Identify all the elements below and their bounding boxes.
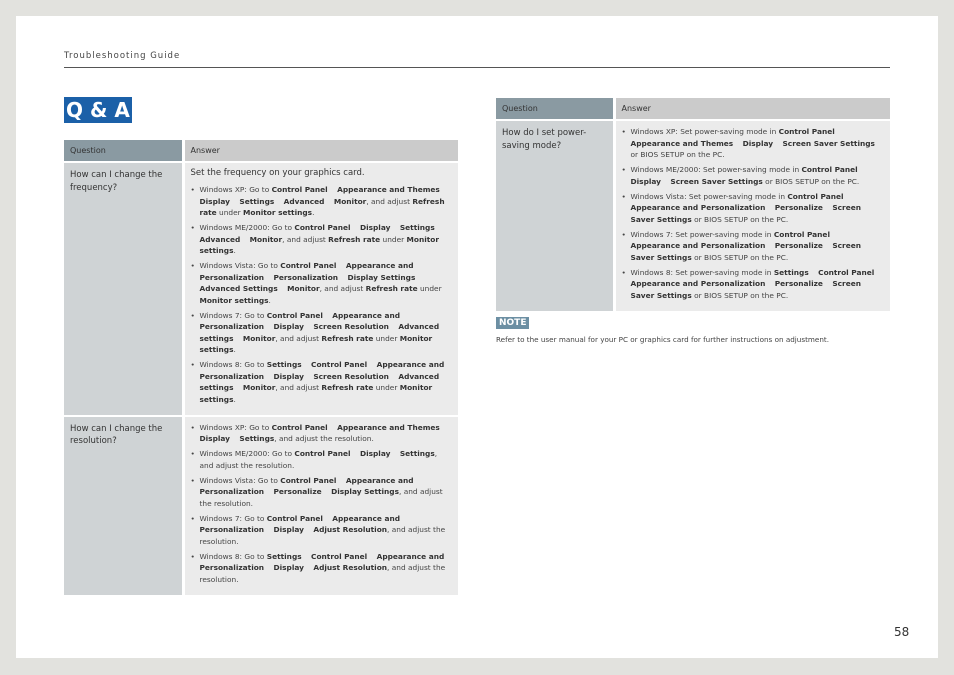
- menu-path-term: Monitor settings: [199, 333, 435, 354]
- step-text: , and adjust: [275, 383, 322, 392]
- step-text: Windows Vista: Set power-saving mode in: [630, 191, 788, 201]
- menu-path-term: Display: [630, 176, 661, 186]
- answer-cell: [183, 162, 458, 416]
- step-text: [435, 223, 444, 232]
- menu-path-term: Settings: [773, 267, 809, 277]
- list-item: [191, 310, 453, 356]
- header-title: Troubleshooting Guide: [64, 51, 181, 61]
- menu-path-term: Display: [359, 223, 391, 232]
- bullet-icon: •: [190, 310, 195, 320]
- menu-path-term: Control Panel: [271, 422, 328, 432]
- step-text: Windows XP: Go to: [199, 185, 272, 194]
- step-text: under: [417, 284, 444, 293]
- menu-path-term: Appearance and Personalization: [630, 279, 766, 288]
- step-text: [304, 372, 313, 381]
- list-item: [191, 222, 453, 257]
- step-text: [823, 279, 832, 288]
- menu-path-term: Control Panel: [773, 229, 830, 239]
- menu-path-term: Personalize: [273, 487, 322, 496]
- question-column-header: Question: [496, 98, 614, 120]
- step-text: Windows XP: Set power-saving mode in: [630, 127, 779, 136]
- menu-path-term: Advanced: [199, 234, 241, 244]
- menu-path-term: Control Panel: [271, 185, 328, 194]
- menu-path-term: Settings: [239, 196, 275, 206]
- step-text: , and adjust: [275, 333, 322, 343]
- step-text: .: [233, 394, 236, 404]
- page-number: 58: [894, 625, 910, 639]
- step-text: Windows Vista: Go to: [199, 261, 281, 270]
- list-item: [622, 126, 885, 161]
- question-cell: How do I set power-saving mode?: [496, 120, 614, 311]
- answer-steps-list: [622, 126, 885, 301]
- answer-steps-list: [191, 184, 453, 405]
- step-text: [302, 552, 311, 561]
- step-text: [351, 223, 360, 232]
- step-text: [351, 449, 360, 458]
- manual-page: [16, 16, 938, 658]
- menu-path-term: Settings: [239, 434, 275, 443]
- step-text: [765, 203, 774, 212]
- step-text: [733, 139, 742, 148]
- step-text: Windows XP: Go to: [199, 422, 272, 432]
- step-text: [274, 197, 283, 206]
- menu-path-term: Adjust Resolution: [313, 525, 388, 534]
- step-text: , and adjust the resolution.: [199, 487, 446, 508]
- step-text: under: [373, 333, 400, 343]
- step-text: [809, 268, 818, 277]
- step-text: , and adjust the resolution.: [199, 449, 440, 470]
- step-text: [844, 192, 853, 201]
- step-text: [240, 235, 249, 244]
- menu-path-term: Refresh rate: [365, 284, 418, 293]
- table-header-row: [496, 98, 890, 120]
- menu-path-term: Screen Saver Settings: [630, 203, 864, 224]
- header-divider: [64, 67, 890, 68]
- question-cell: How can I change the frequency?: [64, 162, 183, 416]
- step-text: [823, 203, 832, 212]
- step-text: [765, 241, 774, 250]
- bullet-icon: •: [621, 191, 626, 201]
- menu-path-term: Appearance and Personalization: [199, 360, 447, 381]
- list-item: [191, 422, 453, 445]
- step-text: [304, 322, 313, 331]
- menu-path-term: Appearance and Personalization: [199, 310, 403, 331]
- menu-path-term: Control Panel: [311, 551, 368, 561]
- step-text: [823, 241, 832, 250]
- step-text: .: [268, 295, 271, 305]
- qa-title: Q & A: [66, 98, 130, 122]
- list-item: [191, 260, 453, 306]
- step-text: or BIOS SETUP on the PC.: [691, 290, 789, 300]
- step-text: [328, 185, 337, 194]
- menu-path-term: Appearance and Personalization: [630, 241, 766, 250]
- step-text: Windows 7: Go to: [199, 310, 267, 320]
- step-text: [230, 197, 239, 206]
- menu-path-term: Monitor: [242, 383, 276, 392]
- list-item: [191, 184, 453, 219]
- menu-path-term: Control Panel: [778, 127, 835, 136]
- menu-path-term: Display Settings: [347, 272, 416, 282]
- step-text: [661, 177, 670, 186]
- step-text: [322, 487, 331, 496]
- table-header-row: [64, 140, 458, 162]
- step-text: [390, 449, 399, 458]
- bullet-icon: •: [190, 360, 195, 369]
- step-text: [367, 360, 376, 369]
- list-item: [191, 359, 453, 405]
- step-text: Windows 7: Go to: [199, 513, 267, 523]
- menu-path-term: Personalize: [774, 241, 823, 250]
- step-text: [415, 273, 424, 282]
- note-badge: NOTE: [496, 317, 529, 329]
- menu-path-term: Display Settings: [331, 487, 399, 496]
- step-text: , and adjust the resolution.: [199, 563, 448, 584]
- menu-path-term: Settings: [399, 449, 435, 458]
- menu-path-term: Appearance and Personalization: [199, 551, 447, 572]
- bullet-icon: •: [190, 422, 195, 432]
- list-item: [622, 267, 885, 302]
- step-text: Windows ME/2000: Set power-saving mode in: [630, 165, 802, 174]
- menu-path-term: Control Panel: [294, 223, 351, 232]
- table-row: [64, 416, 458, 595]
- step-text: .: [312, 208, 315, 217]
- step-text: , and adjust: [282, 234, 329, 244]
- menu-path-term: Control Panel: [280, 475, 337, 485]
- step-text: Windows 7: Set power-saving mode in: [630, 229, 774, 239]
- menu-path-term: Control Panel: [787, 191, 844, 201]
- table-row: [496, 120, 890, 311]
- bullet-icon: •: [621, 229, 626, 239]
- step-text: Windows ME/2000: Go to: [199, 449, 295, 458]
- menu-path-term: Monitor settings: [243, 208, 313, 217]
- list-item: [622, 229, 885, 264]
- step-text: Windows 8: Go to: [199, 360, 267, 369]
- bullet-icon: •: [621, 165, 626, 174]
- note-text: Refer to the user manual for your PC or graphics card for further instructions on adjustment.: [496, 335, 829, 344]
- step-text: Windows 8: Go to: [199, 551, 267, 561]
- menu-path-term: Personalization: [273, 272, 339, 282]
- step-text: , and adjust the resolution.: [199, 525, 448, 546]
- step-text: [390, 223, 399, 232]
- menu-path-term: Advanced: [283, 196, 325, 206]
- step-text: [323, 311, 332, 320]
- menu-path-term: Control Panel: [280, 261, 337, 270]
- menu-path-term: Refresh rate: [321, 333, 374, 343]
- menu-path-term: Refresh rate: [321, 383, 374, 392]
- menu-path-term: Refresh rate: [199, 196, 448, 217]
- menu-path-term: Advanced settings: [199, 371, 442, 392]
- step-text: or BIOS SETUP on the PC.: [691, 252, 789, 262]
- menu-path-term: Control Panel: [801, 165, 858, 174]
- menu-path-term: Monitor: [249, 234, 283, 244]
- step-text: [874, 268, 883, 277]
- menu-path-term: Control Panel: [818, 267, 875, 277]
- menu-path-term: Screen Resolution: [313, 322, 389, 331]
- menu-path-term: Appearance and Themes: [337, 185, 440, 194]
- bullet-icon: •: [190, 475, 195, 485]
- step-text: under: [216, 208, 244, 217]
- step-text: [765, 279, 774, 288]
- menu-path-term: Screen Saver Settings: [670, 176, 763, 186]
- menu-path-term: Appearance and Personalization: [199, 475, 417, 496]
- step-text: Windows ME/2000: Go to: [199, 223, 295, 232]
- step-text: [389, 372, 398, 381]
- right-qa-table: [496, 98, 890, 311]
- menu-path-term: Screen Saver Settings: [630, 241, 864, 262]
- menu-path-term: Display: [273, 525, 304, 534]
- list-item: [622, 191, 885, 226]
- menu-path-term: Appearance and Personalization: [199, 261, 417, 282]
- step-text: under: [380, 234, 407, 244]
- menu-path-term: Display: [199, 434, 230, 443]
- menu-path-term: Advanced Settings: [199, 284, 278, 293]
- menu-path-term: Advanced settings: [199, 322, 442, 343]
- step-text: or BIOS SETUP on the PC.: [630, 138, 878, 159]
- step-text: [304, 525, 313, 534]
- step-text: [336, 476, 345, 485]
- menu-path-term: Control Panel: [311, 360, 368, 369]
- menu-path-term: Monitor: [287, 284, 320, 293]
- step-text: [328, 423, 337, 432]
- step-text: [336, 261, 345, 270]
- bullet-icon: •: [190, 513, 195, 523]
- step-text: [233, 383, 242, 392]
- menu-path-term: Personalize: [774, 203, 823, 212]
- step-text: [230, 434, 239, 443]
- menu-path-term: Appearance and Personalization: [630, 203, 766, 212]
- step-text: [440, 423, 449, 432]
- step-text: [367, 552, 376, 561]
- step-text: [302, 360, 311, 369]
- menu-path-term: Control Panel: [266, 513, 323, 523]
- step-text: [389, 322, 398, 331]
- menu-path-term: Screen Saver Settings: [782, 138, 875, 148]
- step-text: [324, 197, 333, 206]
- menu-path-term: Settings: [266, 551, 302, 561]
- answer-column-header: Answer: [183, 140, 458, 162]
- question-column-header: Question: [64, 140, 183, 162]
- table-row: [64, 162, 458, 416]
- step-text: , and adjust: [319, 284, 366, 293]
- answer-column-header: Answer: [614, 98, 890, 120]
- bullet-icon: •: [621, 267, 626, 277]
- list-item: [191, 448, 453, 471]
- list-item: [622, 164, 885, 187]
- menu-path-term: Refresh rate: [328, 234, 381, 244]
- bullet-icon: •: [190, 223, 195, 232]
- bullet-icon: •: [190, 449, 195, 458]
- menu-path-term: Settings: [266, 360, 302, 369]
- step-text: , and adjust the resolution.: [274, 434, 374, 443]
- menu-path-term: Monitor settings: [199, 234, 442, 255]
- menu-path-term: Appearance and Themes: [337, 422, 440, 432]
- step-text: or BIOS SETUP on the PC.: [691, 214, 789, 224]
- menu-path-term: Display: [273, 322, 304, 331]
- step-text: or BIOS SETUP on the PC.: [762, 176, 860, 186]
- answer-intro: Set the frequency on your graphics card.: [190, 168, 365, 178]
- menu-path-term: Display: [199, 196, 230, 206]
- menu-path-term: Appearance and Themes: [630, 138, 734, 148]
- step-text: [278, 284, 287, 293]
- list-item: [191, 551, 453, 586]
- menu-path-term: Display: [273, 563, 304, 572]
- menu-path-term: Control Panel: [294, 449, 351, 458]
- menu-path-term: Display: [742, 138, 774, 148]
- left-qa-table: [64, 140, 458, 595]
- step-text: .: [233, 345, 236, 354]
- step-text: [858, 165, 867, 174]
- menu-path-term: Adjust Resolution: [313, 563, 388, 572]
- step-text: .: [233, 246, 236, 255]
- step-text: [835, 127, 844, 136]
- menu-path-term: Monitor settings: [199, 295, 269, 305]
- bullet-icon: •: [190, 551, 195, 561]
- step-text: Windows 8: Set power-saving mode in: [630, 267, 774, 277]
- question-cell: How can I change the resolution?: [64, 416, 183, 595]
- step-text: , and adjust: [366, 196, 413, 206]
- answer-steps-list: [191, 422, 453, 586]
- step-text: [440, 185, 449, 194]
- menu-path-term: Monitor settings: [199, 383, 435, 404]
- menu-path-term: Settings: [399, 223, 435, 232]
- menu-path-term: Screen Resolution: [313, 371, 389, 381]
- menu-path-term: Monitor: [242, 333, 276, 343]
- list-item: [191, 513, 453, 548]
- list-item: [191, 475, 453, 510]
- menu-path-term: Appearance and Personalization: [199, 513, 403, 534]
- menu-path-term: Personalize: [774, 279, 823, 288]
- menu-path-term: Screen Saver Settings: [630, 279, 864, 300]
- step-text: [830, 230, 839, 239]
- menu-path-term: Display: [273, 371, 304, 381]
- step-text: [233, 334, 242, 343]
- menu-path-term: Control Panel: [266, 310, 323, 320]
- answer-cell: [614, 120, 890, 311]
- bullet-icon: •: [190, 185, 195, 194]
- step-text: [304, 563, 313, 572]
- step-text: [323, 514, 332, 523]
- bullet-icon: •: [190, 261, 195, 270]
- step-text: under: [373, 383, 400, 392]
- menu-path-term: Display: [359, 449, 391, 458]
- answer-cell: [183, 416, 458, 595]
- bullet-icon: •: [621, 127, 626, 136]
- step-text: Windows Vista: Go to: [199, 475, 281, 485]
- menu-path-term: Monitor: [333, 196, 367, 206]
